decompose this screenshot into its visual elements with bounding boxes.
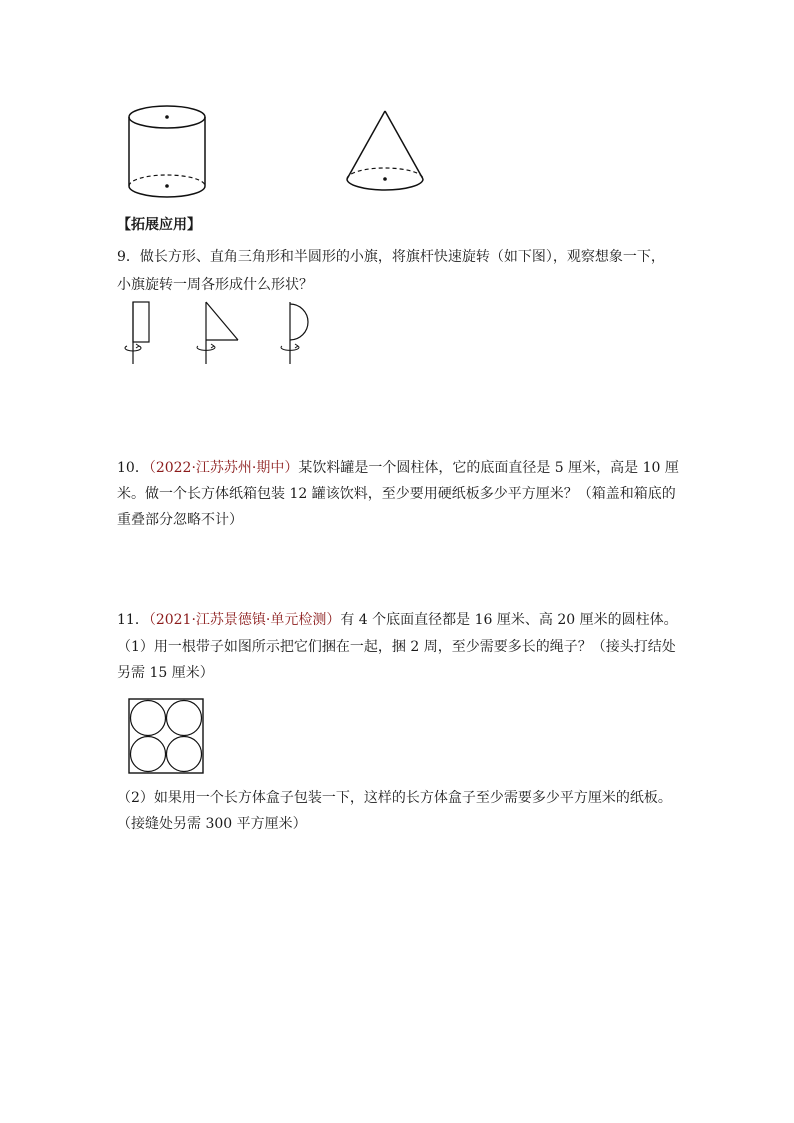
q11-number: 11． [117, 612, 149, 628]
cone-figure [340, 105, 440, 197]
q11-part1-line2: 另需 15 厘米） [117, 665, 214, 681]
q11-part2-line1: （2）如果用一个长方体盒子包装一下，这样的长方体盒子至少需要多少平方厘米的纸板。 [117, 790, 672, 806]
four-cylinders-figure [128, 698, 206, 776]
semicircle-flag-figure [270, 300, 320, 366]
q10-line1 [117, 458, 679, 478]
q10-number: 10． [117, 460, 149, 476]
q9-text-1: 做长方形、直角三角形和半圆形的小旗，将旗杆快速旋转（如下图），观察想象一下， [139, 249, 665, 265]
rectangle-flag-figure [115, 300, 165, 366]
triangle-flag-figure [190, 300, 250, 366]
q10-line2: 米。做一个长方体纸箱包装 12 罐该饮料，至少要用硬纸板多少平方厘米？（箱盖和箱底的 [117, 486, 676, 502]
q11-part2-line2: （接缝处另需 300 平方厘米） [117, 816, 307, 832]
q11-line1 [117, 610, 678, 630]
q9-line1 [117, 247, 665, 267]
q9-number: 9． [117, 249, 140, 265]
q9-line2: 小旗旋转一周各形成什么形状？ [117, 277, 313, 293]
cylinder-figure [120, 98, 220, 203]
q10-text-1: 某饮料罐是一个圆柱体，它的底面直径是 5 厘米，高是 10 厘 [298, 460, 679, 476]
q11-source: （2021·江苏景德镇·单元检测） [148, 612, 341, 628]
section-title: 【拓展应用】 [117, 217, 201, 233]
q11-part1-line1: （1）用一根带子如图所示把它们捆在一起，捆 2 周，至少需要多长的绳子？（接头打结处 [117, 639, 676, 655]
q10-line3: 重叠部分忽略不计） [117, 512, 243, 528]
q10-source: （2022·江苏苏州·期中） [148, 460, 299, 476]
q11-text-1: 有 4 个底面直径都是 16 厘米、高 20 厘米的圆柱体。 [340, 612, 678, 628]
